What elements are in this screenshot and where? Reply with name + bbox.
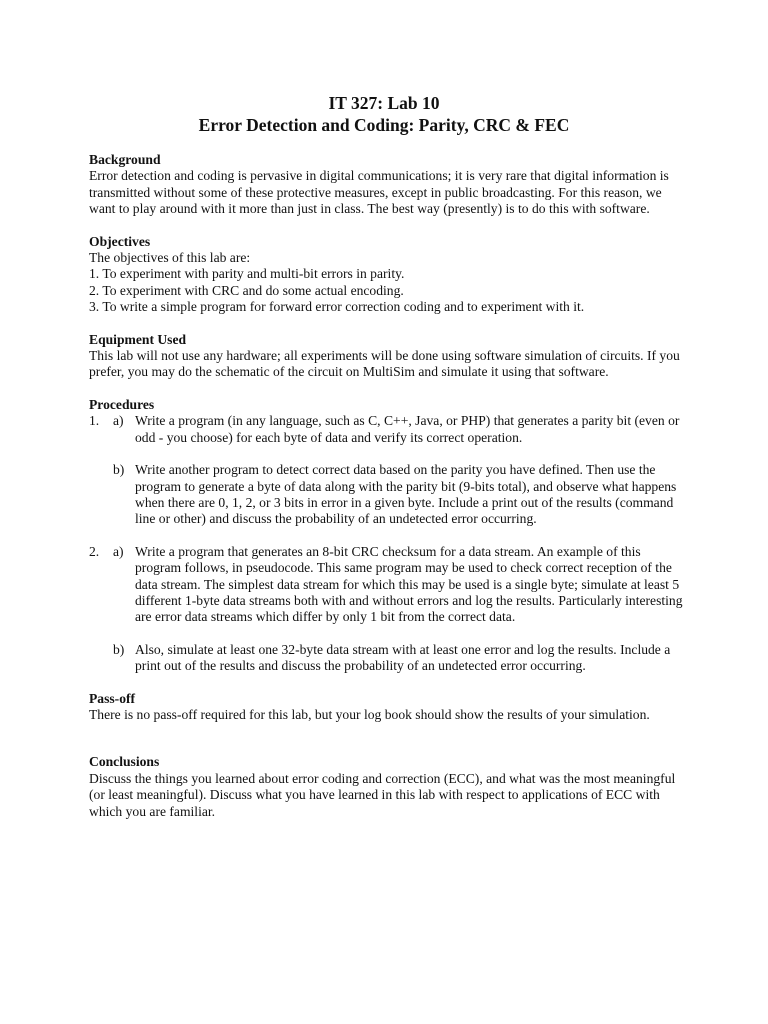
equipment-section (89, 332, 689, 381)
title-line-2: Error Detection and Coding: Parity, CRC & FEC (198, 115, 570, 135)
conclusions-section (89, 754, 689, 820)
procedure-step-a (89, 544, 689, 626)
objectives-section (89, 234, 689, 316)
background-section (89, 152, 689, 218)
equipment-heading: Equipment Used (89, 331, 187, 347)
passoff-heading: Pass-off (89, 690, 136, 706)
step-label: a) (113, 413, 124, 429)
passoff-text: There is no pass-off required for this lab, but your log book should show the results of your simulation. (89, 706, 650, 722)
step-text: Write another program to detect correct data based on the parity you have defined. Then use the program to generate a byte of data along with the parity bit (9-bits total), and observe what happens when there are 0, 1, 2, or 3 bits in error in a given byte. Include a print out of the results (command line or other) and discuss the probability of an undetected error occurring. (135, 462, 677, 527)
conclusions-text: Discuss the things you learned about error coding and correction (ECC), and what was the most meaningful (or least meaningful). Discuss what you have learned in this lab with respect to applications of ECC with which you are familiar. (89, 770, 676, 819)
procedures-section (89, 397, 689, 675)
objectives-heading: Objectives (89, 233, 151, 249)
step-label: b) (113, 462, 125, 478)
procedure-number: 1. (89, 413, 100, 429)
title-line-1: IT 327: Lab 10 (328, 93, 440, 113)
step-text: Write a program that generates an 8-bit CRC checksum for a data stream. An example of this program follows, in pseudocode. This same program may be used to check correct reception of the data stream. The simplest data stream for which this may be used is a single byte; simulate at least 5 different 1-byte data streams both with and without errors and log the results. Particularly interesting are error data streams which differ by only 1 bit from the correct data. (135, 543, 683, 625)
background-heading: Background (89, 152, 161, 167)
document-title (0, 92, 768, 136)
procedures-heading: Procedures (89, 396, 155, 412)
step-label: b) (113, 641, 125, 657)
step-label: a) (113, 543, 124, 559)
conclusions-heading: Conclusions (89, 754, 160, 770)
objectives-intro: The objectives of this lab are: (89, 250, 251, 266)
objective-item: 3. To write a simple program for forward error correction coding and to experiment with it. (89, 299, 585, 315)
procedure-step-b (89, 462, 689, 528)
step-text: Also, simulate at least one 32-byte data stream with at least one error and log the results. Include a print out of the results and discuss the probability of an undetected error occurring. (135, 641, 671, 674)
procedure-number: 2. (89, 543, 100, 559)
objective-item: 2. To experiment with CRC and do some actual encoding. (89, 282, 404, 298)
step-text: Write a program (in any language, such as C, C++, Java, or PHP) that generates a parity bit (even or odd - you choose) for each byte of data and verify its correct operation. (135, 413, 680, 445)
procedure-item-1 (89, 413, 689, 527)
objective-item: 1. To experiment with parity and multi-bit errors in parity. (89, 266, 405, 282)
passoff-section (89, 691, 689, 724)
background-text: Error detection and coding is pervasive in digital communications; it is very rare that digital information is transmitted without some of these protective measures, except in public broadcasting. For this reason, we want to play around with it more than just in class. The best way (presently) is to do this with software. (89, 168, 669, 217)
equipment-text: This lab will not use any hardware; all experiments will be done using software simulation of circuits. If you prefer, you may do the schematic of the circuit on MultiSim and simulate it using that software. (89, 348, 680, 380)
procedure-step-a (89, 413, 689, 446)
document-body (89, 152, 689, 820)
procedure-step-b (89, 642, 689, 675)
procedure-item-2 (89, 544, 689, 675)
